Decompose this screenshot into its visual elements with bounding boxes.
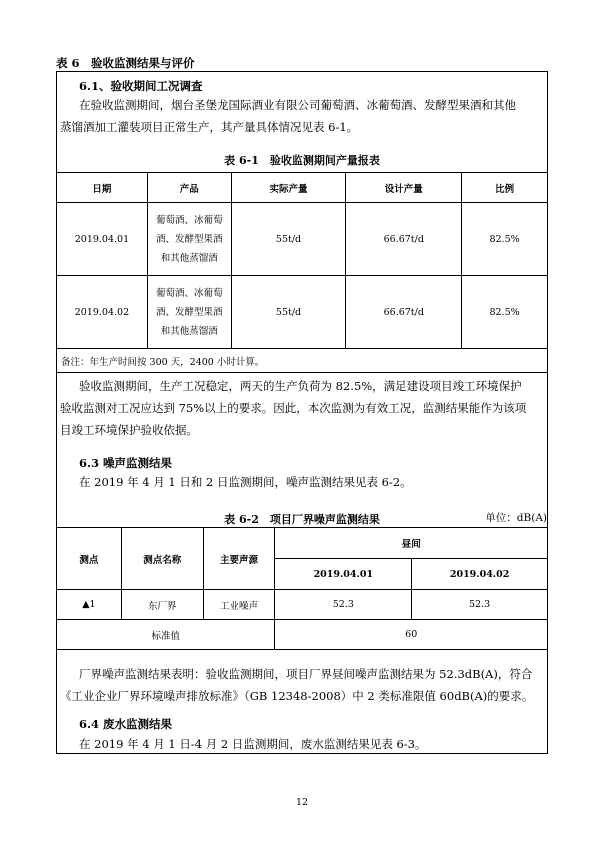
unit-label: 单位：dB(A) (485, 512, 547, 524)
section-6-1-heading: 6.1、验收期间工况调查 (79, 79, 203, 93)
table-row (57, 203, 548, 276)
paragraph-line: 在 2019 年 4 月 1 日-4 月 2 日监测期间，废水监测结果见表 6-3。 (79, 737, 427, 751)
table-6-1-caption: 表 6-1 验收监测期间产量报表 (224, 154, 380, 167)
paragraph-line: 目竣工环境保护验收依据。 (60, 423, 198, 437)
table-row (57, 590, 548, 620)
header-date: 日期 (57, 173, 148, 203)
product-line: 酒、发酵型果酒 (156, 233, 223, 245)
table-6-2 (56, 527, 548, 650)
standard-value: 60 (275, 620, 548, 650)
header-ratio: 比例 (462, 173, 548, 203)
paragraph-line: 验收监测对工况应达到 75%以上的要求。因此，本次监测为有效工况，监测结果能作为该项 (60, 401, 527, 415)
paragraph-line: 《工业企业厂界环境噪声排放标准》（GB 12348-2008）中 2 类标准限值 60dB(A)的要求。 (60, 689, 534, 703)
product-line: 葡萄酒、冰葡萄 (156, 287, 223, 299)
section-heading: 表 6 验收监测结果与评价 (56, 56, 195, 70)
table-row (57, 276, 548, 349)
cell-value-day1: 52.3 (275, 590, 412, 620)
paragraph-line: 蒸馏酒加工灌装项目正常生产，其产量具体情况见表 6-1。 (60, 120, 359, 134)
subheader-date-2: 2019.04.02 (412, 559, 548, 590)
table-note-row (57, 349, 548, 373)
cell-product (147, 203, 231, 276)
header-point: 测点 (57, 528, 122, 590)
cell-source: 工业噪声 (203, 590, 275, 620)
header-main-source: 主要声源 (203, 528, 275, 590)
product-line: 和其他蒸馏酒 (160, 325, 218, 337)
cell-design: 66.67t/d (346, 203, 462, 276)
product-line: 酒、发酵型果酒 (156, 306, 223, 318)
table-6-1 (56, 172, 548, 373)
table-header-row (57, 528, 548, 559)
cell-ratio: 82.5% (462, 203, 548, 276)
cell-design: 66.67t/d (346, 276, 462, 349)
cell-actual: 55t/d (231, 276, 346, 349)
cell-actual: 55t/d (231, 203, 346, 276)
cell-value-day2: 52.3 (412, 590, 548, 620)
cell-product (147, 276, 231, 349)
cell-point: ▲1 (57, 590, 122, 620)
product-line: 和其他蒸馏酒 (160, 252, 218, 264)
section-6-4-heading: 6.4 废水监测结果 (79, 717, 173, 731)
table-header-row (57, 173, 548, 203)
standard-label: 标准值 (57, 620, 275, 650)
header-product: 产品 (147, 173, 231, 203)
header-daytime: 昼间 (275, 528, 548, 559)
header-point-name: 测点名称 (121, 528, 203, 590)
paragraph-line: 在 2019 年 4 月 1 日和 2 日监测期间，噪声监测结果见表 6-2。 (79, 475, 412, 489)
table-note: 备注：年生产时间按 300 天，2400 小时计算。 (57, 349, 548, 373)
page-number: 12 (295, 797, 309, 808)
table-standard-row (57, 620, 548, 650)
paragraph-line: 验收监测期间，生产工况稳定，两天的生产负荷为 82.5%，满足建设项目竣工环境保护 (79, 379, 522, 393)
cell-date: 2019.04.01 (57, 203, 148, 276)
paragraph-line: 在验收监测期间，烟台圣堡龙国际酒业有限公司葡萄酒、冰葡萄酒、发酵型果酒和其他 (79, 98, 516, 112)
cell-date: 2019.04.02 (57, 276, 148, 349)
subheader-date-1: 2019.04.01 (275, 559, 412, 590)
paragraph-line: 厂界噪声监测结果表明：验收监测期间，项目厂界昼间噪声监测结果为 52.3dB(A)，符合 (79, 667, 533, 681)
cell-ratio: 82.5% (462, 276, 548, 349)
header-design-output: 设计产量 (346, 173, 462, 203)
section-6-3-heading: 6.3 噪声监测结果 (79, 456, 173, 470)
product-line: 葡萄酒、冰葡萄 (156, 214, 223, 226)
header-actual-output: 实际产量 (231, 173, 346, 203)
cell-point-name: 东厂界 (121, 590, 203, 620)
table-6-2-caption: 表 6-2 项目厂界噪声监测结果 (224, 513, 380, 526)
